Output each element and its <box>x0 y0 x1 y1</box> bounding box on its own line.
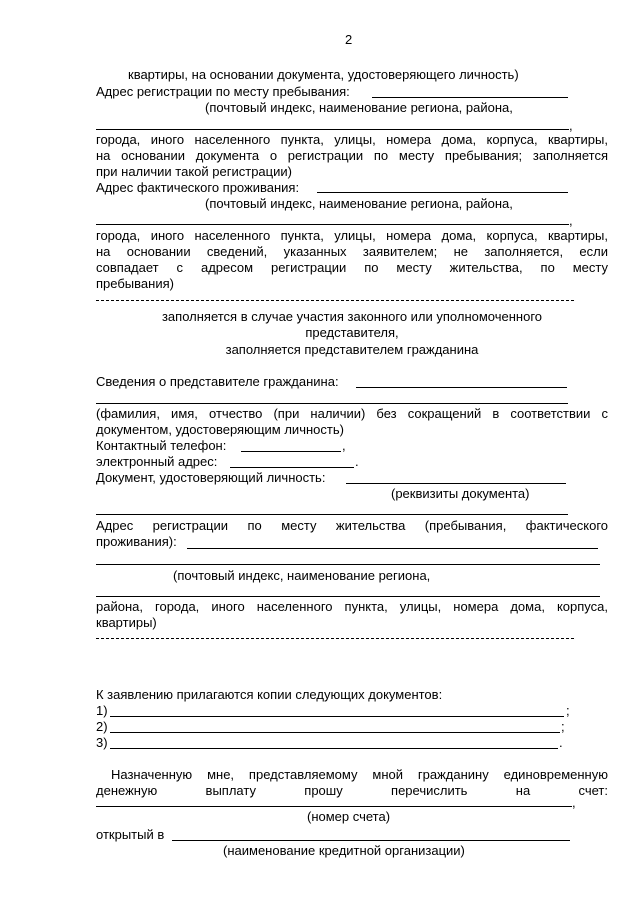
representative-heading: представителя, <box>305 325 399 340</box>
email-label: электронный адрес: <box>96 454 218 469</box>
attachment-number: 2) <box>96 719 108 734</box>
attachment-end: ; <box>561 719 565 734</box>
id-document-label: Документ, удостоверяющий личность: <box>96 470 326 485</box>
representative-heading: заполняется в случае участия законного или уполномоченного <box>161 309 543 324</box>
actual-address-description: пребывания) <box>96 276 174 291</box>
representative-address-label: проживания): <box>96 534 177 549</box>
phone-end: , <box>342 438 346 453</box>
payment-request: Назначенную мне, представляемому мной гражданину единовременную <box>111 767 608 782</box>
actual-address-description: на основании сведений, указанных заявителем; не заполняется, если <box>96 244 608 259</box>
id-document-field-2[interactable] <box>96 514 568 515</box>
actual-address-field-2[interactable] <box>96 224 569 225</box>
comma: , <box>569 118 573 133</box>
comma: , <box>572 795 576 810</box>
representative-name-field[interactable] <box>96 403 568 404</box>
representative-address-field[interactable] <box>187 548 598 549</box>
stay-address-field-2[interactable] <box>96 129 569 130</box>
representative-address-field-2[interactable] <box>96 564 600 565</box>
attachment-end: ; <box>566 703 570 718</box>
phone-field[interactable] <box>241 451 341 452</box>
actual-address-description: города, иного населенного пункта, улицы, номера дома, корпуса, квартиры, <box>96 228 608 243</box>
id-document-line: квартиры, на основании документа, удостоверяющего личность) <box>128 67 519 82</box>
email-end: . <box>355 454 359 469</box>
attachment-field-2[interactable] <box>110 732 560 733</box>
representative-address-description: квартиры) <box>96 615 157 630</box>
payment-request: денежную выплату прошу перечислить на счет: <box>96 783 608 798</box>
representative-address-hint: (почтовый индекс, наименование региона, <box>173 568 431 583</box>
account-number-hint: (номер счета) <box>307 809 391 824</box>
attachment-end: . <box>559 735 563 750</box>
attachment-number: 1) <box>96 703 108 718</box>
representative-heading: заполняется представителем гражданина <box>225 342 479 357</box>
bank-name-field[interactable] <box>172 840 570 841</box>
phone-label: Контактный телефон: <box>96 438 227 453</box>
actual-address-hint: (почтовый индекс, наименование региона, района, <box>205 196 513 211</box>
representative-info-label: Сведения о представителе гражданина: <box>96 374 339 389</box>
representative-info-field[interactable] <box>356 387 567 388</box>
stay-address-description: на основании документа о регистрации по месту пребывания; заполняется <box>96 148 608 163</box>
stay-address-field[interactable] <box>372 97 568 98</box>
stay-address-hint: (почтовый индекс, наименование региона, района, <box>205 100 513 115</box>
stay-address-label: Адрес регистрации по месту пребывания: <box>96 84 350 99</box>
id-document-field[interactable] <box>346 483 566 484</box>
attachment-number: 3) <box>96 735 108 750</box>
attachment-field-3[interactable] <box>110 748 558 749</box>
representative-name-description: документом, удостоверяющим личность) <box>96 422 344 437</box>
account-number-field[interactable] <box>96 806 572 807</box>
stay-address-description: при наличии такой регистрации) <box>96 164 292 179</box>
actual-address-field[interactable] <box>317 192 568 193</box>
stay-address-description: города, иного населенного пункта, улицы, номера дома, корпуса, квартиры, <box>96 132 608 147</box>
representative-address-field-3[interactable] <box>96 596 600 597</box>
representative-address-label: Адрес регистрации по месту жительства (пребывания, фактического <box>96 518 608 533</box>
section-divider <box>96 638 574 639</box>
id-document-hint: (реквизиты документа) <box>391 486 530 501</box>
comma: , <box>569 213 573 228</box>
section-divider <box>96 300 574 301</box>
representative-name-description: (фамилия, имя, отчество (при наличии) без сокращений в соответствии с <box>96 406 608 421</box>
bank-name-hint: (наименование кредитной организации) <box>223 843 465 858</box>
attachments-intro: К заявлению прилагаются копии следующих документов: <box>96 687 443 702</box>
representative-address-description: района, города, иного населенного пункта, улицы, номера дома, корпуса, <box>96 599 608 614</box>
actual-address-description: совпадает с адресом регистрации по месту жительства, по месту <box>96 260 608 275</box>
page-number: 2 <box>345 32 353 47</box>
email-field[interactable] <box>230 467 354 468</box>
attachment-field-1[interactable] <box>110 716 564 717</box>
actual-address-label: Адрес фактического проживания: <box>96 180 300 195</box>
opened-at-label: открытый в <box>96 827 165 842</box>
